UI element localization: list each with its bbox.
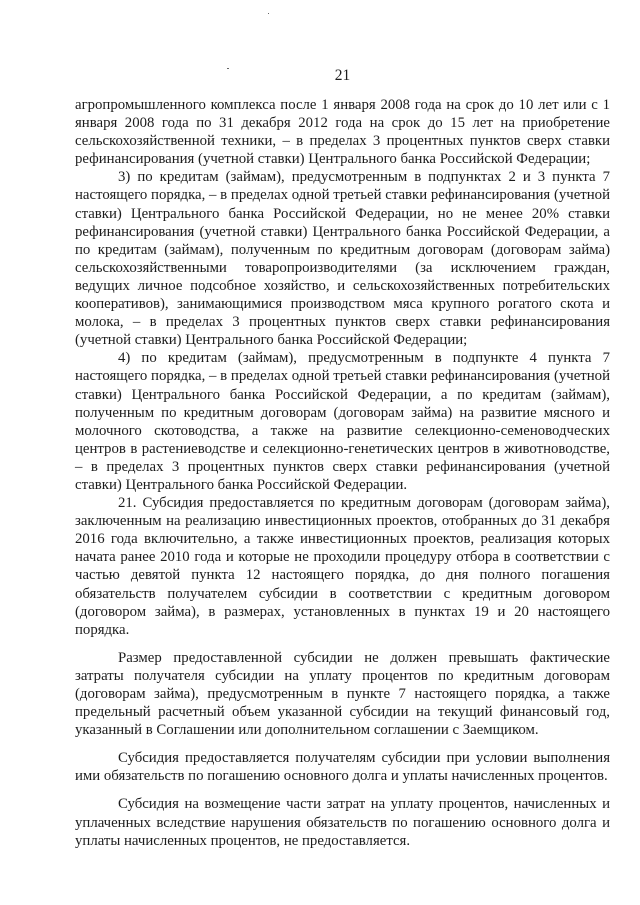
- paragraph-clause-21: 21. Субсидия предоставляется по кредитным договорам (договорам займа), заключенным на реализацию инвестиционных проектов, отобранных до 31 декабря 2016 года включительно, а также инвестиционных проектов, реализация которых начата ранее 2010 года и которые не проходили процедуру отбора в соответствии с частью девятой пункта 12 настоящего порядка, до дня полного погашения обязательств получателем субсидии в соответствии с кредитным договором (договором займа), в размерах, установленных в пунктах 19 и 20 настоящего порядка.: [75, 495, 610, 638]
- paragraph-subsidy-condition: Субсидия предоставляется получателям субсидии при условии выполнения ими обязательств по погашению основного долга и уплаты начисленных процентов.: [75, 750, 610, 785]
- paragraph-subitem-3: 3) по кредитам (займам), предусмотренным в подпунктах 2 и 3 пункта 7 настоящего порядка, – в пределах одной третьей ставки рефинансирования (учетной ставки) Центрального банка Российской Федерации, но не менее 20% ставки рефинансирования (учетной ставки) Центрального банка Российской Федерации, а по кредитам (займам), полученным по кредитным договорам (договорам займа) сельскохозяйственными товаропроизводителями (за исключением граждан, ведущих личное подсобное хозяйство, и сельскохозяйственных потребительских кооперативов), занимающимися производством мяса крупного рогатого скота и молока, – в пределах 3 процентных пунктов сверх ставки рефинансирования (учетной ставки) Центрального банка Российской Федерации;: [75, 169, 610, 349]
- paragraph-continuation: агропромышленного комплекса после 1 января 2008 года на срок до 10 лет или с 1 января 2008 года по 31 декабря 2012 года на срок до 15 лет на приобретение сельскохозяйственной техники, – в пределах 3 процентных пунктов сверх ставки рефинансирования (учетной ставки) Центрального банка Российской Федерации;: [75, 97, 610, 168]
- scan-speck: [268, 13, 269, 14]
- document-body: [75, 96, 610, 850]
- paragraph-subitem-4: 4) по кредитам (займам), предусмотренным в подпункте 4 пункта 7 настоящего порядка, – в пределах одной третьей ставки рефинансирования (учетной ставки) Центрального банка Российской Федерации, а по кредитам (займам), полученным по кредитным договорам (договорам займа) на развитие мясного и молочного скотоводства, а также на развитие селекционно-семеноводческих центров в растениеводстве и селекционно-генетических центров в животноводстве, – в пределах 3 процентных пунктов сверх ставки рефинансирования (учетной ставки) Центрального банка Российской Федерации.: [75, 350, 610, 493]
- paragraph-subsidy-exclusion: Субсидия на возмещение части затрат на уплату процентов, начисленных и уплаченных вследствие нарушения обязательств по погашению основного долга и уплаты начисленных процентов, не предоставляется.: [75, 796, 610, 849]
- document-page: [75, 66, 610, 850]
- paragraph-subsidy-limit: Размер предоставленной субсидии не должен превышать фактические затраты получателя субсидии на уплату процентов по кредитным договорам (договорам займа), предусмотренным в пункте 7 настоящего порядка, а также предельный расчетный объем указанной субсидии на текущий финансовый год, указанный в Соглашении или дополнительном соглашении с Заемщиком.: [75, 649, 610, 739]
- page-number: 21: [334, 67, 351, 84]
